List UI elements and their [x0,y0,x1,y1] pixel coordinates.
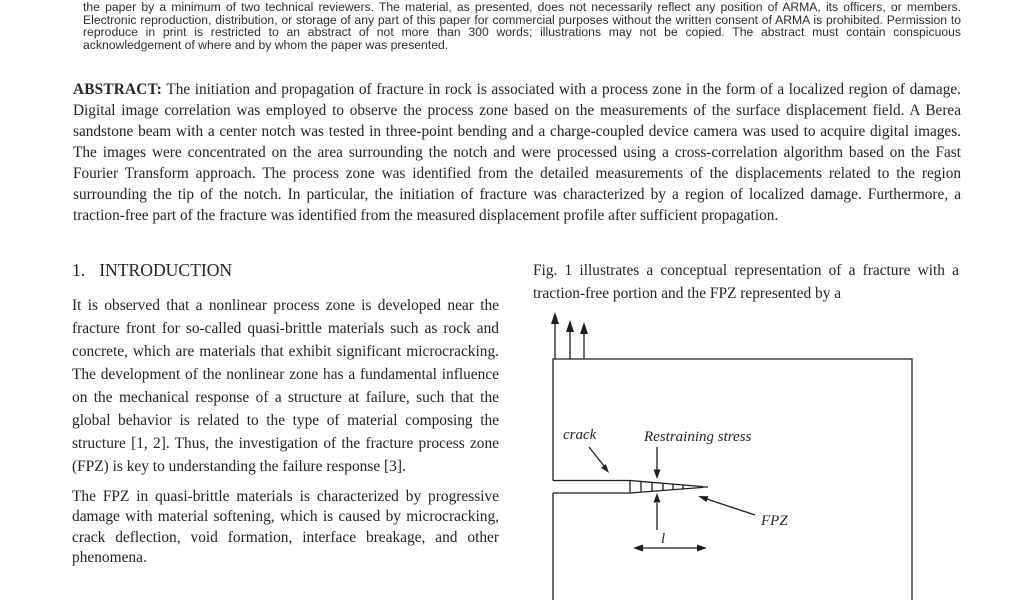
crack-pointer-arrow-icon [589,447,609,473]
load-arrows-icon [551,312,588,359]
restraining-stress-label: Restraining stress [644,429,752,445]
abstract-text: The initiation and propagation of fracture in rock is associated with a process zone in the form of a localized region of damage. Digital image correlation was employed to observe the process zone based on the measurements of the surface displacement field. A Berea sandstone beam with a center notch was tested in three-point bending and a charge-coupled device camera was used to acquire digital images. The images were concentrated on the area surrounding the notch and were processed using a cross-correlation algorithm based on the Fast Fourier Transform approach. The process zone was identified from the detailed measurements of the displacements related to the region surrounding the tip of the notch. In particular, the initiation of fracture was characterized by a region of localized damage. Furthermore, a traction-free part of the fracture was identified from the measured displacement profile after sufficient propagation. [73,81,961,225]
intro-paragraph-1: It is observed that a nonlinear process zone is developed near the fracture front for so-called quasi-brittle materials such as rock and concrete, which are materials that exhibit significant microcracking. The development of the nonlinear zone has a fundamental influence on the mechanical response of a structure at failure, such that the global behavior is related to the type of material composing the structure [1, 2]. Thus, the investigation of the fracture process zone (FPZ) is key to understanding the failure response [3]. [72,297,499,475]
section-heading [72,259,499,281]
figure-intro-text: Fig. 1 illustrates a conceptual representation of a fracture with a traction-free portion and the FPZ represented by a [533,262,959,302]
intro-paragraph-2: The FPZ in quasi-brittle materials is characterized by progressive damage with material softening, which is caused by microcracking, crack deflection, void formation, interface breakage, and other phenomena. [72,488,499,567]
figure-1-fracture-diagram [533,300,964,600]
section-number: 1. [72,260,86,280]
abstract-label: ABSTRACT: [73,81,163,99]
fpz-label: FPZ [761,513,788,529]
specimen-outline [553,359,912,600]
copyright-disclaimer: the paper by a minimum of two technical reviewers. The material, as presented, does not necessarily reflect any position of ARMA, its officers, or members. Electronic reproduction, distribution, or storage of any part of this paper for commercial purposes without the written consent of ARMA is prohibited. Permission to reproduce in print is restricted to an abstract of not more than 300 words; illustrations may not be copied. The abstract must contain conspicuous acknowledgement of where and by whom the paper was presented. [83,0,961,53]
left-column [72,259,499,569]
length-dimension-arrow-icon [633,545,707,552]
restraining-stress-up-arrow-icon [654,493,661,530]
fpz-length-label: l [661,531,666,547]
abstract [73,79,961,226]
section-title: INTRODUCTION [99,260,233,280]
right-column [533,259,959,305]
fpz-pointer-arrow-icon [698,496,755,515]
restraining-stress-down-arrow-icon [654,447,661,479]
crack-label: crack [563,427,597,443]
